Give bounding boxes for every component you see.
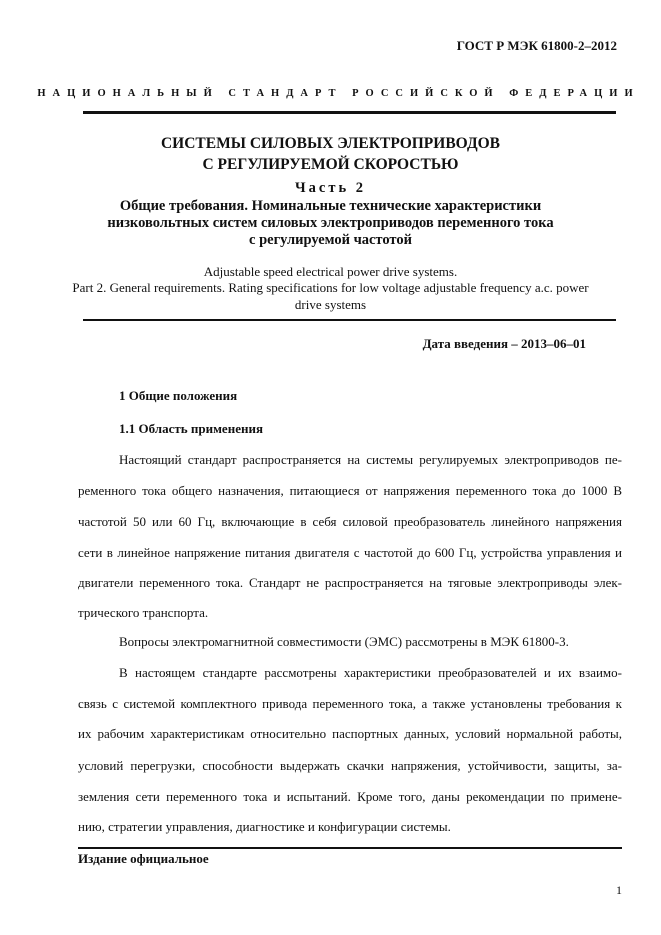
body-line: частотой 50 или 60 Гц, включающие в себя силовой преобразователь линейного напряжения bbox=[78, 514, 622, 529]
english-title-line-1: Adjustable speed electrical power drive systems. bbox=[203, 264, 458, 279]
official-edition-label: Издание официальное bbox=[78, 851, 209, 866]
english-title-line-2: Part 2. General requirements. Rating specifications for low voltage adjustable frequency a.c. power bbox=[72, 280, 589, 295]
subtitle-line-3: с регулируемой частотой bbox=[249, 232, 412, 248]
english-title-line-3: drive systems bbox=[294, 297, 367, 312]
introduction-date: Дата введения – 2013–06–01 bbox=[422, 336, 586, 351]
body-line: Вопросы электромагнитной совместимости (ЭМС) рассмотрены в МЭК 61800-3. bbox=[119, 634, 569, 649]
national-standard-label: НАЦИОНАЛЬНЫЙ СТАНДАРТ РОССИЙСКОЙ ФЕДЕРАЦИИ bbox=[37, 88, 640, 99]
body-line: нию, стратегии управления, диагностике и конфигурации системы. bbox=[78, 819, 451, 834]
standard-code: ГОСТ Р МЭК 61800-2–2012 bbox=[456, 38, 617, 53]
body-line: условий перегрузки, способности выдержать скачки напряжения, устойчивости, защиты, за- bbox=[78, 758, 622, 773]
body-line: земления сети переменного тока и испытаний. Кроме того, даны рекомендации по примене- bbox=[78, 789, 622, 804]
footer-rule bbox=[78, 847, 622, 849]
section-heading-1: 1 Общие положения bbox=[119, 388, 238, 403]
header-rule bbox=[83, 111, 616, 114]
body-line: связь с системой комплектного привода переменного тока, а также установлены требования к bbox=[78, 696, 622, 711]
body-line: В настоящем стандарте рассмотрены характеристики преобразователей и их взаимо- bbox=[119, 665, 622, 680]
body-line: ременного тока общего назначения, питающиеся от напряжения переменного тока до 1000 В bbox=[78, 483, 622, 498]
body-line: трического транспорта. bbox=[78, 605, 209, 620]
title-rule bbox=[83, 319, 616, 321]
body-line: Настоящий стандарт распространяется на системы регулируемых электроприводов пе- bbox=[119, 452, 622, 467]
title-part: Часть 2 bbox=[295, 180, 366, 196]
section-heading-1-1: 1.1 Область применения bbox=[119, 421, 263, 436]
subtitle-line-1: Общие требования. Номинальные технические характеристики bbox=[119, 198, 542, 214]
title-line-2: С РЕГУЛИРУЕМОЙ СКОРОСТЬЮ bbox=[202, 156, 459, 173]
page-number: 1 bbox=[616, 883, 622, 897]
body-line: двигатели переменного тока. Стандарт не распространяется на тяговые электроприводы элек- bbox=[78, 575, 622, 590]
body-line: сети в линейное напряжение питания двигателя с частотой до 600 Гц, устройства управления и bbox=[78, 545, 622, 560]
body-line: их рабочим характеристикам относительно паспортных данных, условий нормальной работы, bbox=[78, 726, 622, 741]
subtitle-line-2: низковольтных систем силовых электроприводов переменного тока bbox=[107, 215, 554, 231]
title-line-1: СИСТЕМЫ СИЛОВЫХ ЭЛЕКТРОПРИВОДОВ bbox=[160, 135, 501, 152]
